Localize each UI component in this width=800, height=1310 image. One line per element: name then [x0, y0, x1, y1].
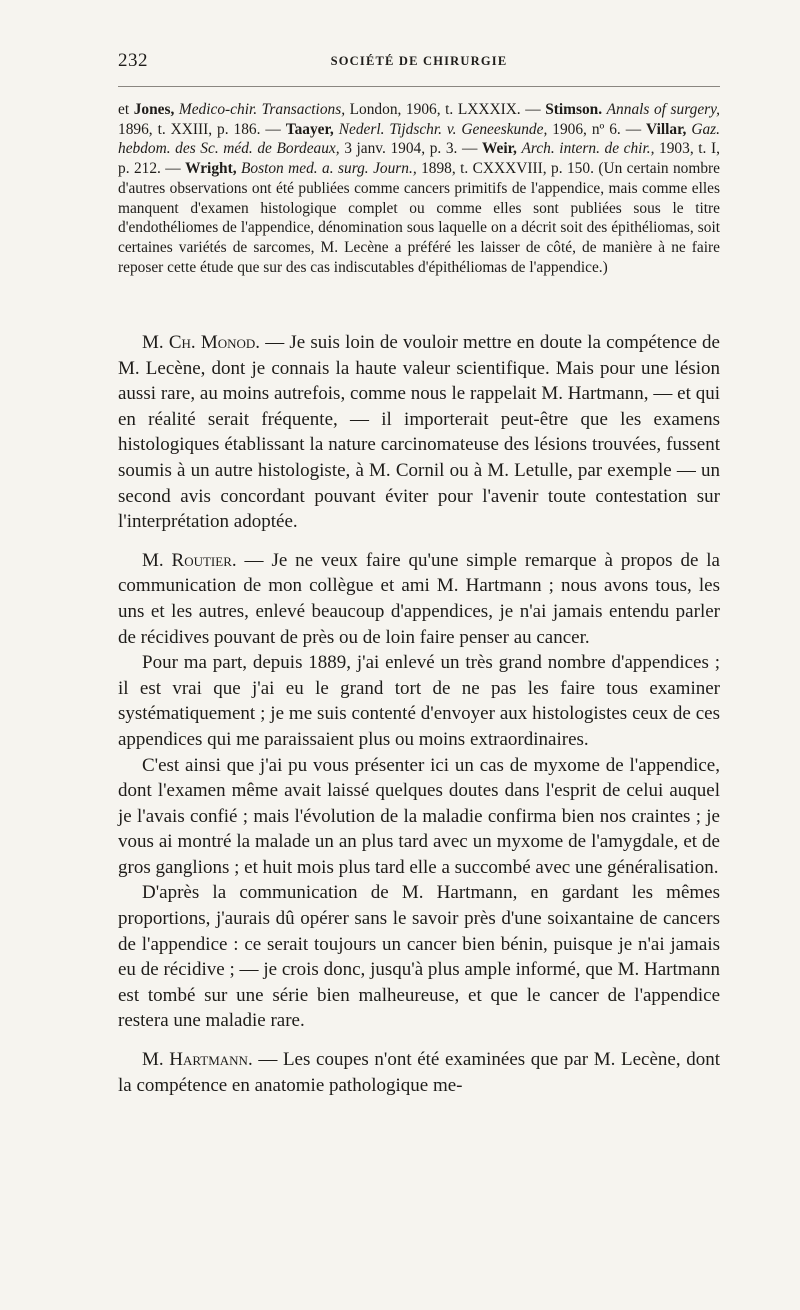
journal-title: Annals of surgery,: [606, 101, 720, 118]
paragraph-monod: [118, 330, 720, 535]
footnote-text: 3 janv. 1904, p. 3. —: [339, 140, 482, 158]
header-rule: [118, 86, 720, 87]
footnote-text: 1903, t. I, p. 212. —: [118, 140, 720, 178]
paragraph-text: — Les coupes n'ont été examinées que par M. Lecène, dont la compétence en anatomie pathologique me-: [118, 1049, 720, 1096]
author-name: Jones,: [133, 101, 175, 118]
journal-title: Nederl. Tijdschr. v. Geneeskunde,: [338, 120, 548, 138]
paragraph-routier-3: C'est ainsi que j'ai pu vous présenter ici un cas de myxome de l'appendice, dont l'examen même avait laissé quelques doutes dans l'esprit de celui auquel je l'avais confié ; mais l'évolution de la maladie confirma bien nos craintes ; je vous ai montré la malade un an plus tard avec un myxome de l'amygdale, et de gros ganglions ; et huit mois plus tard elle a succombé avec une généralisation.: [118, 754, 720, 878]
speaker-name: Routier.: [171, 549, 237, 571]
page-number: 232: [118, 50, 148, 71]
paragraph-routier-4: D'après la communication de M. Hartmann, en gardant les mêmes proportions, j'aurais dû opérer sans le savoir près d'une soixantaine de cancers de l'appendice : ce serait toujours un cancer bien bénin, puisque je n'ai jamais eu de récidive ; — je crois donc, jusqu'à plus ample informé, que M. Hartmann est tombé sur une série bien malheureuse, et que le cancer de l'appendice restera une maladie rare.: [118, 882, 720, 1032]
footnote-text: et: [118, 101, 134, 118]
journal-title: Arch. intern. de chir.,: [521, 140, 655, 158]
discussion-body: [118, 330, 720, 1098]
footnote-text: 1896, t. XXIII, p. 186. —: [118, 120, 286, 138]
page-header: [118, 50, 720, 74]
footnote-text: 1898, t. CXXXVIII, p. 150. (Un certain nombre d'autres observations ont été publiées comme cancers primitifs de l'appendice, mais comme elles manquent d'examen histologique complet ou comme elles sont publiées sous le titre d'endothéliomes de l'appendice, dénomination sous laquelle on a décrit soit des épithéliomas, soit certaines variétés de sarcomes, M. Lecène a préféré les laisser de côté, de manière à ne faire reposer cette étude que sur des cas indiscutables d'épithéliomas de l'appendice.): [118, 160, 720, 276]
author-name: Wright,: [185, 160, 237, 178]
paragraph-routier-2: Pour ma part, depuis 1889, j'ai enlevé un très grand nombre d'appendices ; il est vrai que j'ai eu le grand tort de ne pas les faire tous examiner systématiquement ; je me suis contenté d'envoyer aux histologistes ceux de ces appendices qui me paraissaient plus ou moins extraordinaires.: [118, 652, 720, 750]
paragraph-text: — Je ne veux faire qu'une simple remarque à propos de la communication de mon collègue et ami M. Hartmann ; nous avons tous, les uns et les autres, enlevé beaucoup d'appendices, je n'ai jamais entendu parler de récidives pouvant de près ou de loin faire penser au cancer.: [118, 549, 720, 648]
footnote-text: London, 1906, t. LXXXIX. —: [345, 101, 546, 118]
paragraph-routier: [118, 548, 720, 650]
journal-title: Gaz. hebdom. des Sc. méd. de Bordeaux,: [118, 120, 720, 158]
bibliography-footnote: [118, 100, 720, 277]
footnote-text: 1906, nº 6. —: [547, 120, 647, 138]
journal-title: Boston med. a. surg. Journ.,: [240, 160, 417, 178]
author-name: Stimson.: [545, 101, 603, 118]
speaker-prefix: M.: [142, 549, 172, 571]
paragraph-hartmann: [118, 1047, 720, 1098]
running-head: SOCIÉTÉ DE CHIRURGIE: [330, 54, 508, 68]
speaker-name: Ch. Monod.: [168, 332, 261, 353]
speaker-prefix: M.: [142, 1049, 170, 1071]
speaker-name: Hartmann.: [169, 1049, 253, 1071]
author-name: Villar,: [646, 120, 687, 138]
journal-title: Medico-chir. Transactions,: [178, 101, 346, 118]
paragraph-text: — Je suis loin de vouloir mettre en doute la compétence de M. Lecène, dont je connais la haute valeur scientifique. Mais pour une lésion aussi rare, au moins autrefois, comme nous le rappelait M. Hartmann, — et qui en réalité serait fréquente, — il importerait peut-être que les examens histologiques établissant la nature carcinomateuse des lésions trouvées, fussent soumis à un autre histologiste, à M. Cornil ou à M. Letulle, par exemple — un second avis concordant pouvant éviter pour l'avenir toute contestation sur l'interprétation adoptée.: [118, 332, 720, 533]
author-name: Weir,: [481, 140, 517, 158]
author-name: Taayer,: [285, 120, 334, 138]
speaker-prefix: M.: [142, 332, 169, 353]
